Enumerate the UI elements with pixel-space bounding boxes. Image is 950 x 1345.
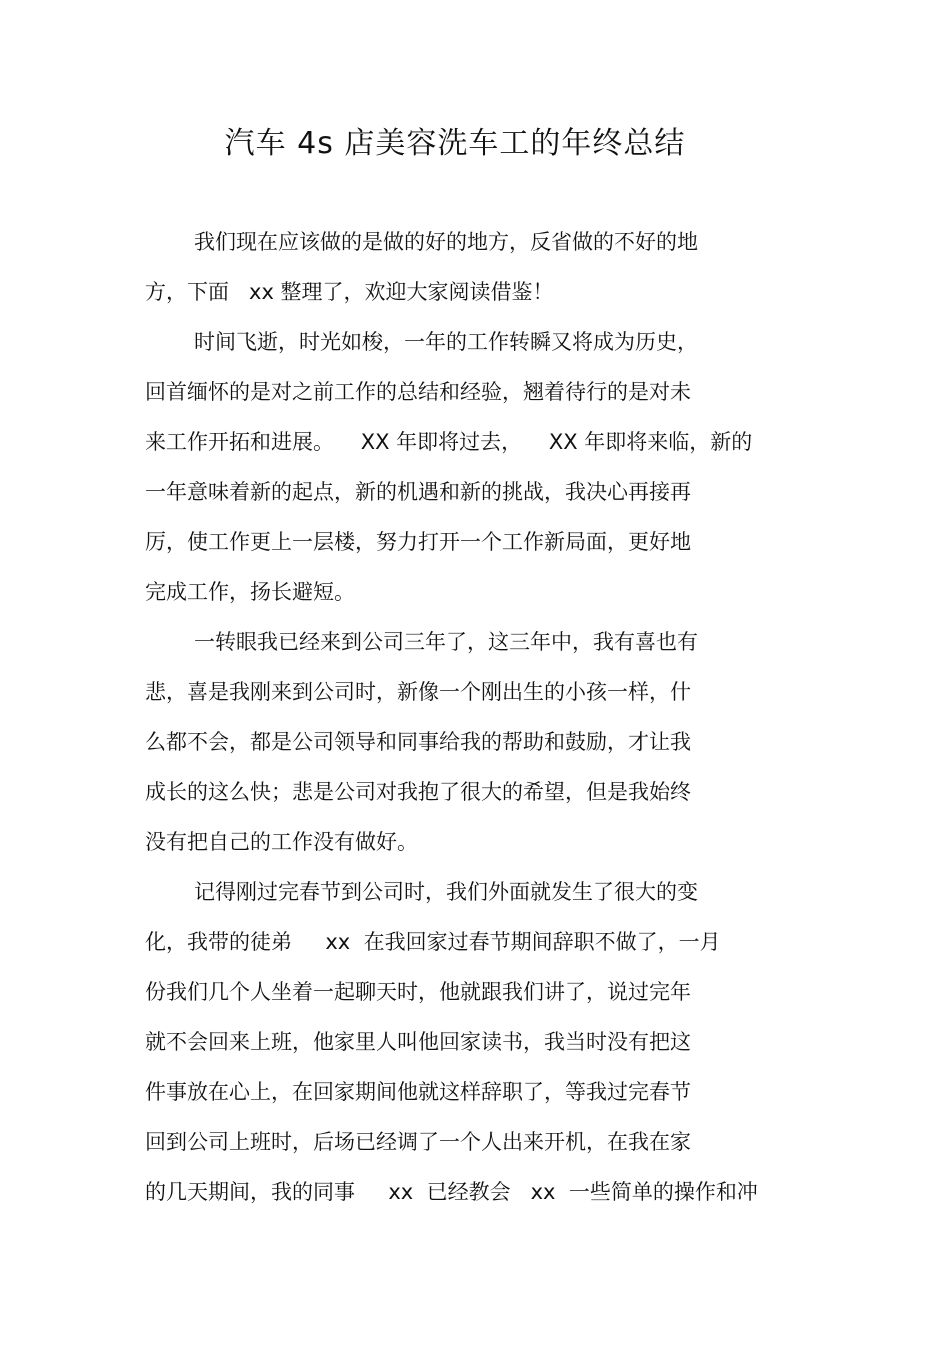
paragraph-3-line-3: 么都不会，都是公司领导和同事给我的帮助和鼓励，才让我 bbox=[145, 730, 691, 754]
paragraph-4-line-4: 就不会回来上班，他家里人叫他回家读书，我当时没有把这 bbox=[145, 1030, 691, 1054]
paragraph-2-line-2: 回首缅怀的是对之前工作的总结和经验，翘着待行的是对未 bbox=[145, 380, 691, 404]
paragraph-2-line-4: 一年意味着新的起点，新的机遇和新的挑战，我决心再接再 bbox=[145, 480, 691, 504]
paragraph-3-line-4: 成长的这么快；悲是公司对我抱了很大的希望，但是我始终 bbox=[145, 780, 691, 804]
paragraph-2-line-3: 来工作开拓和进展。 XX 年即将过去， XX 年即将来临，新的 bbox=[145, 430, 753, 454]
paragraph-3-line-1: 一转眼我已经来到公司三年了，这三年中，我有喜也有 bbox=[194, 630, 698, 654]
document-body bbox=[145, 217, 845, 1217]
paragraph-2-line-5: 厉，使工作更上一层楼，努力打开一个工作新局面，更好地 bbox=[145, 530, 691, 554]
paragraph-4-line-6: 回到公司上班时，后场已经调了一个人出来开机，在我在家 bbox=[145, 1130, 691, 1154]
paragraph-2-line-6: 完成工作，扬长避短。 bbox=[145, 580, 355, 604]
paragraph-4-line-5: 件事放在心上，在回家期间他就这样辞职了，等我过完春节 bbox=[145, 1080, 691, 1104]
paragraph-2-line-1: 时间飞逝，时光如梭，一年的工作转瞬又将成为历史， bbox=[194, 330, 698, 354]
paragraph-3-line-2: 悲，喜是我刚来到公司时，新像一个刚出生的小孩一样，什 bbox=[145, 680, 691, 704]
paragraph-1-line-2: 方，下面 xx 整理了，欢迎大家阅读借鉴！ bbox=[145, 280, 554, 304]
paragraph-4-line-2: 化，我带的徒弟 xx 在我回家过春节期间辞职不做了，一月 bbox=[145, 930, 721, 954]
paragraph-1-line-1: 我们现在应该做的是做的好的地方，反省做的不好的地 bbox=[194, 230, 698, 254]
paragraph-4-line-7: 的几天期间，我的同事 xx 已经教会 xx 一些简单的操作和冲 bbox=[145, 1180, 758, 1204]
paragraph-3-line-5: 没有把自己的工作没有做好。 bbox=[145, 830, 418, 854]
paragraph-4-line-3: 份我们几个人坐着一起聊天时，他就跟我们讲了，说过完年 bbox=[145, 980, 691, 1004]
paragraph-4-line-1: 记得刚过完春节到公司时，我们外面就发生了很大的变 bbox=[194, 880, 698, 904]
document-title: 汽车 4s 店美容洗车工的年终总结 bbox=[224, 126, 686, 161]
